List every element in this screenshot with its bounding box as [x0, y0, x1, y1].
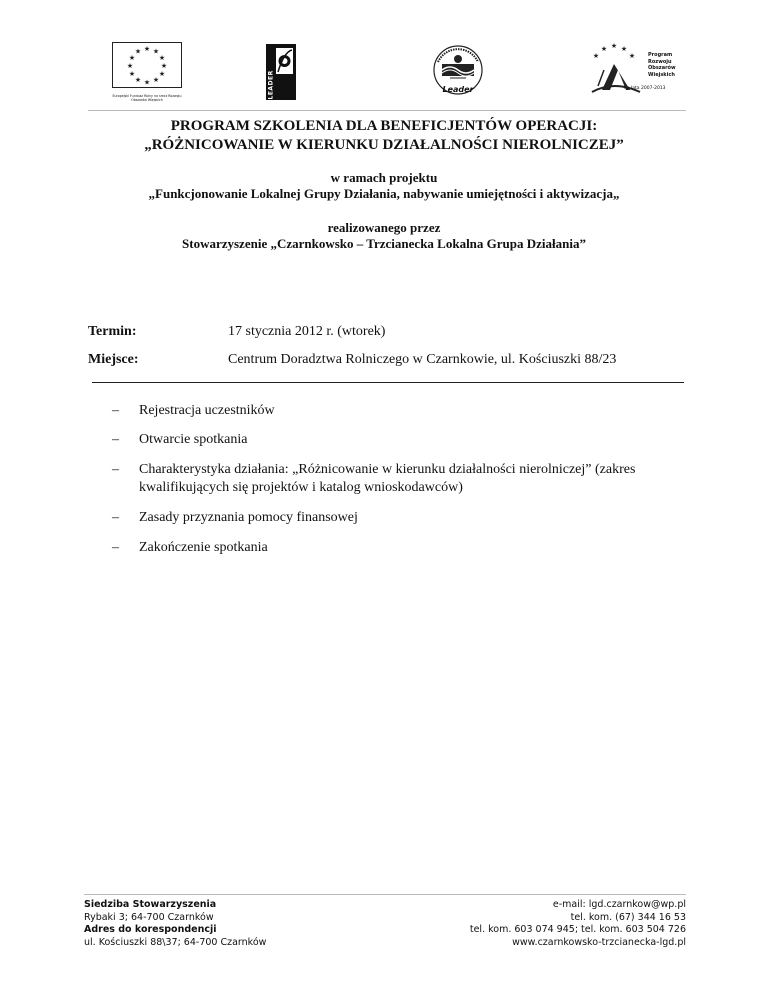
organization-name: Stowarzyszenie „Czarnkowsko – Trzcianecka Lokalna Grupa Działania” — [182, 236, 586, 251]
prow-period: na lata 2007-2013 — [624, 86, 666, 91]
svg-text:★: ★ — [143, 78, 151, 87]
project-intro: w ramach projektu — [330, 170, 438, 185]
prow-line-3: Obszarów — [648, 65, 676, 71]
svg-text:★: ★ — [152, 47, 160, 56]
svg-text:★: ★ — [128, 70, 136, 78]
contact-mobiles: tel. kom. 603 074 945; tel. kom. 603 504 726 — [469, 924, 686, 935]
prow-logo — [584, 40, 684, 100]
agenda-item-text: Rejestracja uczestników — [139, 403, 275, 418]
agenda-dash: – — [112, 510, 119, 525]
contact-website[interactable]: www.czarnkowsko-trzcianecka-lgd.pl — [512, 936, 686, 948]
svg-text:★: ★ — [592, 52, 600, 60]
prow-line-2: Rozwoju — [648, 58, 672, 65]
eu-flag-logo — [112, 42, 182, 100]
agenda-dash: – — [112, 432, 119, 447]
prow-line-4: Wiejskich — [648, 71, 675, 78]
header-separator — [88, 110, 686, 111]
svg-text:★: ★ — [134, 76, 142, 84]
place-label: Miejsce: — [88, 352, 139, 367]
agenda-item-text: Zasady przyznania pomocy finansowej — [139, 510, 358, 525]
page-title-line-1: PROGRAM SZKOLENIA DLA BENEFICJENTÓW OPERACJI: — [170, 118, 598, 134]
svg-text:★: ★ — [620, 45, 628, 53]
svg-text:★: ★ — [158, 54, 166, 62]
agenda-item-text: Charakterystyka działania: „Różnicowanie w kierunku działalności nierolniczej” (zakres kwalifikujących się projektów i katalog wnioskodawców) — [139, 462, 636, 495]
footer-separator — [84, 894, 686, 895]
term-value: 17 stycznia 2012 r. (wtorek) — [228, 324, 386, 339]
place-value: Centrum Doradztwa Rolniczego w Czarnkowie, ul. Kościuszki 88/23 — [228, 352, 617, 367]
footer-contact — [386, 899, 686, 949]
svg-text:★: ★ — [128, 54, 136, 62]
seat-title: Siedziba Stowarzyszenia — [84, 899, 217, 910]
term-label: Termin: — [88, 324, 137, 339]
svg-text:★: ★ — [628, 52, 636, 60]
footer-address — [84, 899, 384, 949]
leader-vertical-logo — [266, 44, 296, 100]
project-name: „Funkcjonowanie Lokalnej Grupy Działania, nabywanie umiejętności i aktywizacja„ — [148, 186, 620, 201]
svg-text:★: ★ — [152, 76, 160, 84]
seat-address: Rybaki 3; 64-700 Czarnków — [84, 911, 214, 923]
page-title-line-2: „RÓŻNICOWANIE W KIERUNKU DZIAŁALNOŚCI NIEROLNICZEJ” — [144, 137, 624, 153]
eu-flag-icon — [112, 42, 182, 88]
svg-text:★: ★ — [143, 45, 151, 53]
agenda-dash: – — [112, 462, 119, 477]
prow-line-1: Program — [648, 52, 673, 58]
svg-text:★: ★ — [126, 62, 134, 70]
svg-text:★: ★ — [158, 70, 166, 78]
agenda-dash: – — [112, 540, 119, 555]
contact-email[interactable]: e-mail: lgd.czarnkow@wp.pl — [552, 899, 686, 910]
svg-text:★: ★ — [600, 45, 608, 53]
agenda-item-text: Zakończenie spotkania — [139, 540, 268, 555]
svg-text:★: ★ — [610, 42, 618, 50]
contact-phone: tel. kom. (67) 344 16 53 — [570, 911, 686, 923]
mail-title: Adres do korespondencji — [84, 924, 217, 935]
leader-round-logo — [428, 42, 488, 102]
leader-vertical-text: LEADER — [267, 70, 275, 100]
details-divider — [92, 382, 684, 383]
svg-text:★: ★ — [134, 47, 142, 56]
agenda-item-text: Otwarcie spotkania — [139, 432, 248, 447]
leader-round-text: Leader — [442, 85, 474, 94]
eu-caption: Europejski Fundusz Rolny na rzecz Rozwoju Obszarów Wiejskich — [112, 94, 182, 102]
svg-text:★: ★ — [160, 62, 168, 70]
agenda-dash: – — [112, 403, 119, 418]
mail-address: ul. Kościuszki 88\37; 64-700 Czarnków — [84, 936, 267, 948]
realized-by: realizowanego przez — [327, 220, 441, 235]
